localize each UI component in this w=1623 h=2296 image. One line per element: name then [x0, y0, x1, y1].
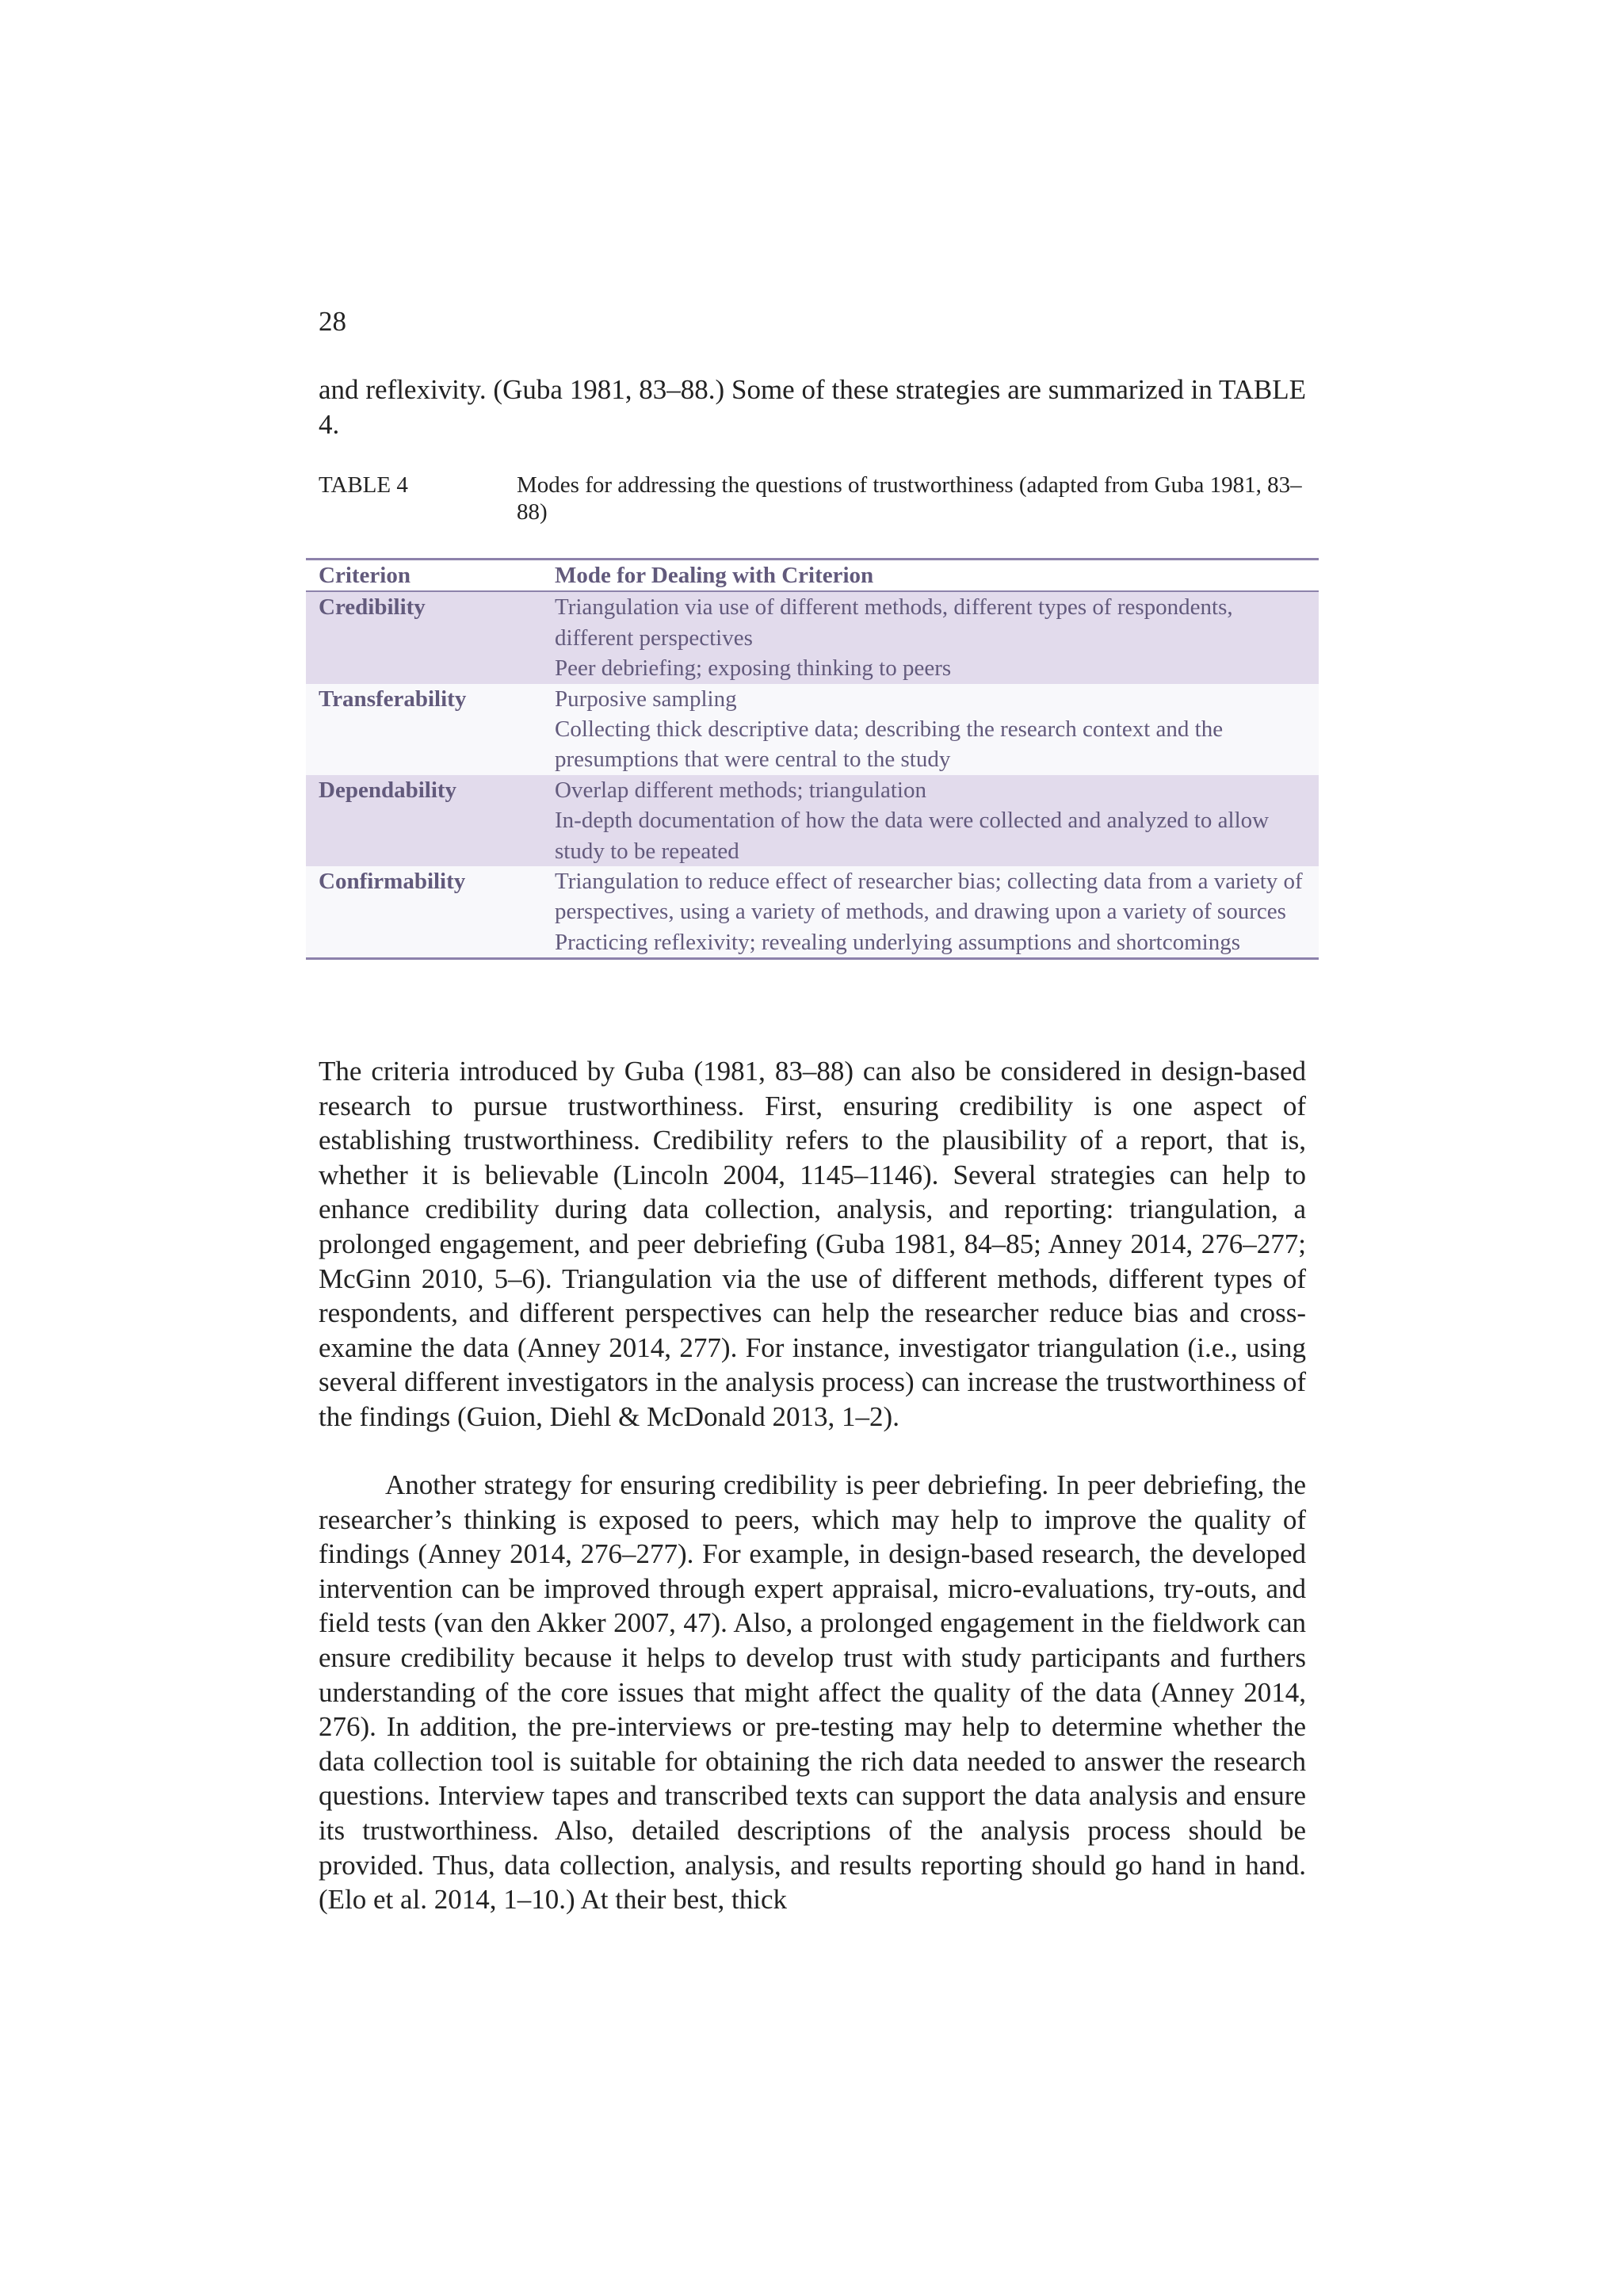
- page-number: 28: [319, 306, 346, 337]
- mode-cell: [555, 684, 1319, 775]
- table-caption-label: TABLE 4: [319, 472, 408, 498]
- criterion-cell: Confirmability: [319, 869, 466, 895]
- table-header-row: [306, 560, 1319, 592]
- trustworthiness-table: [306, 558, 1319, 960]
- table-row: [306, 592, 1319, 683]
- mode-item: Triangulation to reduce effect of researcher bias; collecting data from a variety of perspectives, using a variety of methods, and drawing upon a variety of sources: [555, 869, 1303, 925]
- criterion-cell: Credibility: [319, 594, 426, 621]
- table-row: [306, 684, 1319, 775]
- body-paragraph: Another strategy for ensuring credibility is peer debriefing. In peer debriefing, the researcher’s thinking is exposed to peers, which may help to improve the quality of findings (Anney 2014, 276–277). For example, in design-based research, the developed intervention can be improved through expert appraisal, micro-evaluations, try-outs, and field tests (van den Akker 2007, 47). Also, a prolonged engagement in the fieldwork can ensure credibility because it helps to develop trust with study participants and furthers understanding of the core issues that might affect the quality of the data (Anney 2014, 276). In addition, the pre-interviews or pre-testing may help to determine whether the data collection tool is suitable for obtaining the rich data needed to answer the research questions. Interview tapes and transcribed texts can support the data analysis and ensure its trustworthiness. Also, detailed descriptions of the analysis process should be provided. Thus, data collection, analysis, and results reporting should go hand in hand. (Elo et al. 2014, 1–10.) At their best, thick: [319, 1469, 1306, 1916]
- header-criterion: Criterion: [319, 563, 411, 588]
- criterion-cell: Dependability: [319, 777, 457, 803]
- table-row: [306, 866, 1319, 957]
- mode-item: Purposive sampling: [555, 686, 737, 712]
- mode-cell: [555, 866, 1319, 957]
- mode-item: In-depth documentation of how the data were collected and analyzed to allow study to be repeated: [555, 808, 1270, 864]
- intro-paragraph: and reflexivity. (Guba 1981, 83–88.) Some of these strategies are summarized in TABLE 4.: [319, 374, 1306, 440]
- mode-item: Collecting thick descriptive data; describing the research context and the presumptions that were central to the study: [555, 716, 1224, 773]
- mode-item: Practicing reflexivity; revealing underlying assumptions and shortcomings: [555, 929, 1240, 955]
- table-row: [306, 775, 1319, 866]
- table-bottom-rule: [306, 957, 1319, 960]
- mode-item: Peer debriefing; exposing thinking to peers: [555, 655, 952, 682]
- table-caption-text: Modes for addressing the questions of trustworthiness (adapted from Guba 1981, 83–88): [517, 472, 1302, 525]
- mode-item: Overlap different methods; triangulation: [555, 777, 926, 803]
- mode-cell: [555, 592, 1319, 683]
- criterion-cell: Transferability: [319, 686, 467, 712]
- mode-cell: [555, 775, 1319, 866]
- mode-item: Triangulation via use of different methods, different types of respondents, different perspectives: [555, 594, 1233, 651]
- body-paragraph: The criteria introduced by Guba (1981, 83–88) can also be considered in design-based research to pursue trustworthiness. First, ensuring credibility is one aspect of establishing trustworthiness. Credibility refers to the plausibility of a report, that is, whether it is believable (Lincoln 2004, 1145–1146). Several strategies can help to enhance credibility during data collection, analysis, and reporting: triangulation, a prolonged engagement, and peer debriefing (Guba 1981, 84–85; Anney 2014, 276–277; McGinn 2010, 5–6). Triangulation via the use of different methods, different types of respondents, and different perspectives can help the researcher reduce bias and cross-examine the data (Anney 2014, 277). For instance, investigator triangulation (i.e., using several different investigators in the analysis process) can increase the trustworthiness of the findings (Guion, Diehl & McDonald 2013, 1–2).: [319, 1056, 1306, 1432]
- header-mode: Mode for Dealing with Criterion: [555, 563, 874, 588]
